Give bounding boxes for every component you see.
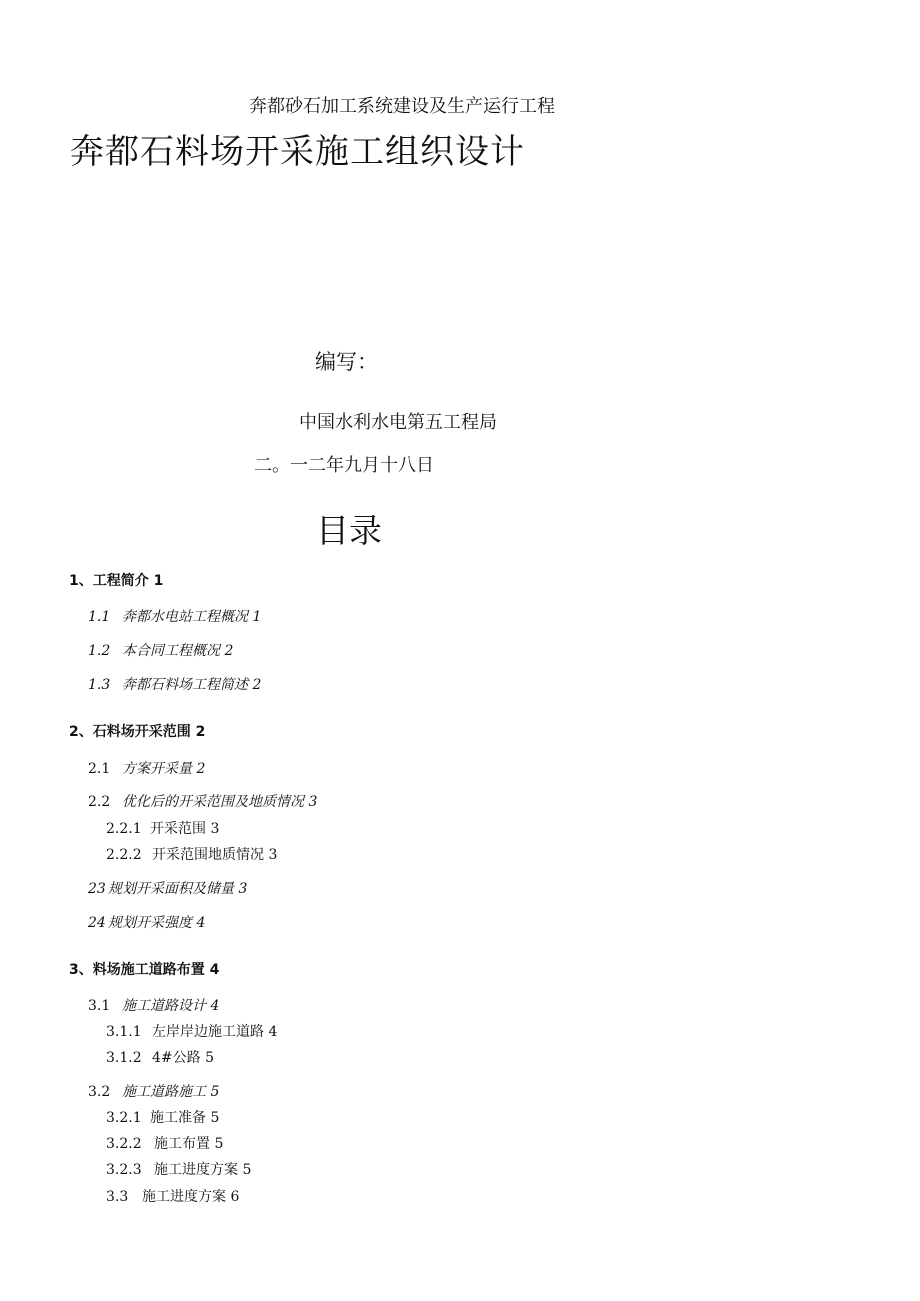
toc-entry-1-3[interactable] bbox=[88, 674, 261, 694]
toc-entry-number: 3.1 bbox=[88, 998, 111, 1014]
toc-entry-3-3[interactable] bbox=[106, 1186, 239, 1206]
toc-entry-number: 2.1 bbox=[88, 761, 111, 777]
toc-entry-text: 施工道路设计 4 bbox=[122, 998, 220, 1014]
toc-entry-2-4[interactable] bbox=[88, 912, 205, 932]
document-date: 二。一二年九月十八日 bbox=[254, 455, 434, 476]
document-main-title: 奔都石料场开采施工组织设计 bbox=[70, 132, 525, 172]
toc-entry-number: 1.1 bbox=[88, 609, 111, 625]
organization-name: 中国水利水电第五工程局 bbox=[299, 412, 497, 433]
toc-entry-text: 本合同工程概况 2 bbox=[122, 643, 234, 659]
toc-entry-number: 2.2 bbox=[88, 794, 111, 810]
toc-entry-number: 1.3 bbox=[88, 677, 111, 693]
toc-entry-2-3[interactable] bbox=[88, 878, 247, 898]
toc-entry-number: 3.1.2 bbox=[106, 1050, 142, 1066]
toc-entry-3-2-3[interactable] bbox=[106, 1159, 251, 1179]
toc-entry-number: 3.2.2 bbox=[106, 1136, 142, 1152]
toc-entry-number: 1.2 bbox=[88, 643, 111, 659]
toc-entry-1[interactable] bbox=[69, 570, 163, 590]
author-label: 编写： bbox=[315, 350, 378, 374]
toc-entry-text: 施工道路施工 5 bbox=[122, 1084, 220, 1100]
toc-entry-2-2[interactable] bbox=[88, 791, 317, 811]
toc-entry-text: 施工布置 5 bbox=[154, 1136, 224, 1152]
toc-entry-3-2-1[interactable] bbox=[106, 1107, 219, 1127]
toc-entry-number: 24 bbox=[88, 915, 106, 931]
toc-entry-2[interactable] bbox=[69, 721, 205, 741]
toc-entry-text: 方案开采量 2 bbox=[122, 761, 206, 777]
toc-entry-3-2-2[interactable] bbox=[106, 1133, 223, 1153]
toc-entry-number: 2.2.1 bbox=[106, 821, 142, 837]
toc-entry-2-2-2[interactable] bbox=[106, 844, 277, 864]
project-title: 奔都砂石加工系统建设及生产运行工程 bbox=[249, 96, 555, 117]
toc-entry-text: 奔都水电站工程概况 1 bbox=[122, 609, 262, 625]
toc-entry-number: 1、 bbox=[69, 573, 93, 589]
toc-entry-text: 优化后的开采范围及地质情况 3 bbox=[122, 794, 318, 810]
toc-entry-text: 规划开采面积及储量 3 bbox=[108, 881, 248, 897]
toc-entry-number: 2、 bbox=[69, 724, 93, 740]
toc-entry-text: 施工进度方案 5 bbox=[154, 1162, 252, 1178]
toc-entry-3-1[interactable] bbox=[88, 995, 219, 1015]
toc-entry-text: 4#公路 5 bbox=[152, 1050, 214, 1066]
toc-entry-2-1[interactable] bbox=[88, 758, 205, 778]
toc-entry-text: 施工进度方案 6 bbox=[142, 1189, 240, 1205]
toc-entry-number: 3、 bbox=[69, 962, 93, 978]
toc-entry-number: 23 bbox=[88, 881, 106, 897]
toc-entry-3-1-1[interactable] bbox=[106, 1021, 277, 1041]
toc-entry-3-2[interactable] bbox=[88, 1081, 219, 1101]
toc-entry-number: 3.3 bbox=[106, 1189, 129, 1205]
toc-entry-text: 石料场开采范围 2 bbox=[92, 724, 206, 740]
toc-entry-number: 3.2.3 bbox=[106, 1162, 142, 1178]
toc-entry-text: 规划开采强度 4 bbox=[108, 915, 206, 931]
toc-entry-text: 开采范围 3 bbox=[150, 821, 220, 837]
toc-entry-text: 开采范围地质情况 3 bbox=[152, 847, 278, 863]
toc-entry-text: 左岸岸边施工道路 4 bbox=[152, 1024, 278, 1040]
toc-entry-number: 3.2.1 bbox=[106, 1110, 142, 1126]
toc-entry-number: 3.2 bbox=[88, 1084, 111, 1100]
toc-entry-text: 料场施工道路布置 4 bbox=[92, 962, 220, 978]
toc-entry-text: 奔都石料场工程简述 2 bbox=[122, 677, 262, 693]
toc-entry-3-1-2[interactable] bbox=[106, 1047, 214, 1067]
toc-entry-2-2-1[interactable] bbox=[106, 818, 219, 838]
toc-entry-text: 施工准备 5 bbox=[150, 1110, 220, 1126]
toc-entry-1-1[interactable] bbox=[88, 606, 261, 626]
toc-entry-text: 工程简介 1 bbox=[92, 573, 164, 589]
toc-entry-number: 3.1.1 bbox=[106, 1024, 142, 1040]
toc-entry-3[interactable] bbox=[69, 959, 219, 979]
toc-entry-1-2[interactable] bbox=[88, 640, 233, 660]
toc-heading: 目录 bbox=[316, 511, 382, 550]
toc-entry-number: 2.2.2 bbox=[106, 847, 142, 863]
